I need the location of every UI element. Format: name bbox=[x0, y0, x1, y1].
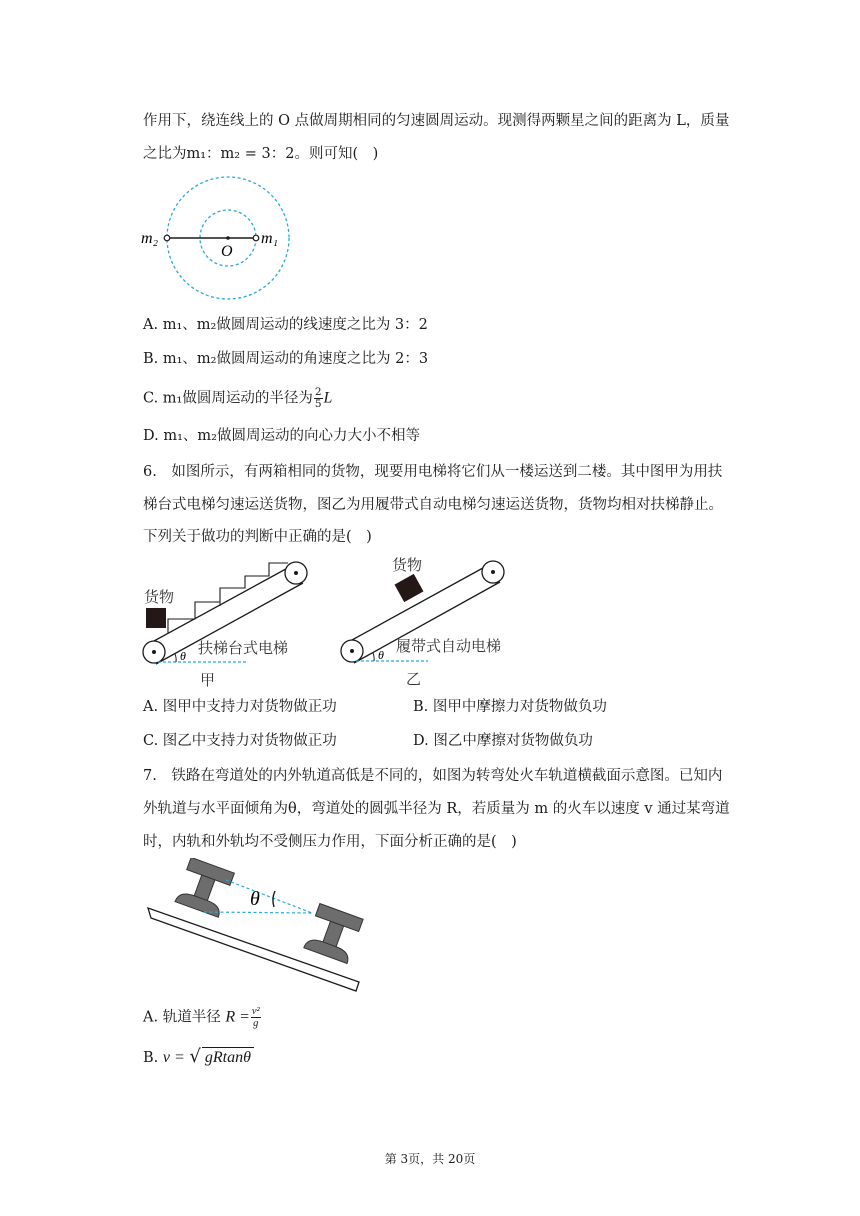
rail-track-figure bbox=[142, 858, 367, 998]
fraction-numerator: 2 bbox=[314, 386, 322, 398]
fraction-denominator: g bbox=[253, 1018, 259, 1029]
q5-option-d: D. m₁、m₂做圆周运动的向心力大小不相等 bbox=[143, 428, 420, 444]
var-l: L bbox=[323, 389, 333, 407]
q7-option-b-lhs: v = bbox=[162, 1049, 185, 1066]
binary-star-figure bbox=[140, 176, 300, 304]
slope-line bbox=[226, 880, 312, 913]
cargo-label: 货物 bbox=[144, 588, 175, 606]
q7-option-a-text: A. 轨道半径 bbox=[143, 1009, 221, 1026]
pulley-top-axle bbox=[294, 571, 298, 575]
page-footer: 第 3页，共 20页 bbox=[384, 1152, 476, 1166]
q7-option-a-lhs: R = bbox=[225, 1008, 250, 1026]
steps bbox=[168, 563, 288, 633]
conveyor-figure bbox=[336, 550, 536, 690]
pulley-bottom-axle bbox=[152, 650, 156, 654]
caption-jia: 甲 bbox=[200, 671, 216, 689]
cargo-label: 货物 bbox=[392, 556, 423, 574]
label-m1: m₁ bbox=[261, 230, 279, 247]
cargo-box bbox=[146, 608, 166, 628]
escalator-figure bbox=[138, 555, 338, 690]
fraction bbox=[314, 387, 323, 410]
fraction bbox=[251, 1006, 261, 1029]
angle-arc bbox=[373, 653, 374, 661]
intro-line-1: 作用下，绕连线上的 O 点做周期相同的匀速圆周运动。现测得两颗星之间的距离为 L，质量 bbox=[143, 113, 730, 129]
pulley-top-axle bbox=[491, 570, 495, 574]
q5-option-a: A. m₁、m₂做圆周运动的线速度之比为 3：2 bbox=[143, 317, 428, 333]
q7-option-b bbox=[143, 1047, 254, 1068]
cargo-box bbox=[395, 574, 424, 602]
inner-rail bbox=[175, 858, 234, 917]
q6-line-1: 6. 如图所示，有两箱相同的货物，现要用电梯将它们从一楼运送到二楼。其中图甲为用扶 bbox=[143, 464, 723, 480]
intro-line-2: 之比为m₁：m₂ = 3：2。则可知( ) bbox=[143, 146, 379, 162]
q6-line-3: 下列关于做功的判断中正确的是( ) bbox=[143, 529, 372, 545]
caption-yi: 乙 bbox=[406, 670, 422, 688]
belt-top bbox=[154, 564, 295, 641]
q6-option-d: D. 图乙中摩擦对货物做负功 bbox=[413, 733, 593, 749]
star-m2 bbox=[164, 235, 170, 241]
theta-label: θ bbox=[250, 888, 260, 910]
star-m1 bbox=[253, 235, 259, 241]
belt-top bbox=[352, 563, 492, 640]
pulley-bottom-axle bbox=[350, 649, 354, 653]
theta-label: θ bbox=[180, 649, 186, 663]
label-m2: m₂ bbox=[141, 230, 159, 247]
sqrt-radicand: gRtanθ bbox=[202, 1047, 254, 1068]
q6-line-2: 梯台式电梯匀速运送货物，图乙为用履带式自动电梯匀速运送货物，货物均相对扶梯静止。 bbox=[143, 497, 723, 513]
fraction-numerator: v² bbox=[251, 1006, 260, 1017]
q6-option-a: A. 图甲中支持力对货物做正功 bbox=[143, 699, 337, 715]
label-o: O bbox=[221, 243, 233, 260]
theta-label: θ bbox=[378, 648, 384, 662]
angle-arc bbox=[175, 654, 176, 662]
q7-option-b-prefix: B. bbox=[143, 1050, 159, 1066]
q7-line-3: 时，内轨和外轨均不受侧压力作用，下面分析正确的是( ) bbox=[143, 834, 517, 850]
q7-line-1: 7. 铁路在弯道处的内外轨道高低是不同的，如图为转弯处火车轨道横截面示意图。已知内 bbox=[143, 768, 723, 784]
q5-option-c-text: C. m₁做圆周运动的半径为 bbox=[143, 390, 313, 407]
center-o-dot bbox=[226, 236, 230, 240]
conveyor-name: 履带式自动电梯 bbox=[396, 637, 502, 655]
q6-option-b: B. 图甲中摩擦力对货物做负功 bbox=[413, 699, 607, 715]
q5-option-b: B. m₁、m₂做圆周运动的角速度之比为 2：3 bbox=[143, 351, 429, 367]
q7-option-a bbox=[143, 1006, 262, 1029]
sqrt-sign: √ bbox=[189, 1046, 201, 1067]
horizontal-line bbox=[204, 912, 312, 913]
q5-option-c bbox=[143, 387, 332, 410]
q7-line-2: 外轨道与水平面倾角为θ，弯道处的圆弧半径为 R，若质量为 m 的火车以速度 v 通过某弯道 bbox=[143, 801, 730, 817]
outer-rail bbox=[304, 904, 363, 964]
q6-option-c: C. 图乙中支持力对货物做正功 bbox=[143, 733, 337, 749]
fraction-denominator: 5 bbox=[314, 398, 322, 410]
escalator-name: 扶梯台式电梯 bbox=[198, 639, 289, 657]
